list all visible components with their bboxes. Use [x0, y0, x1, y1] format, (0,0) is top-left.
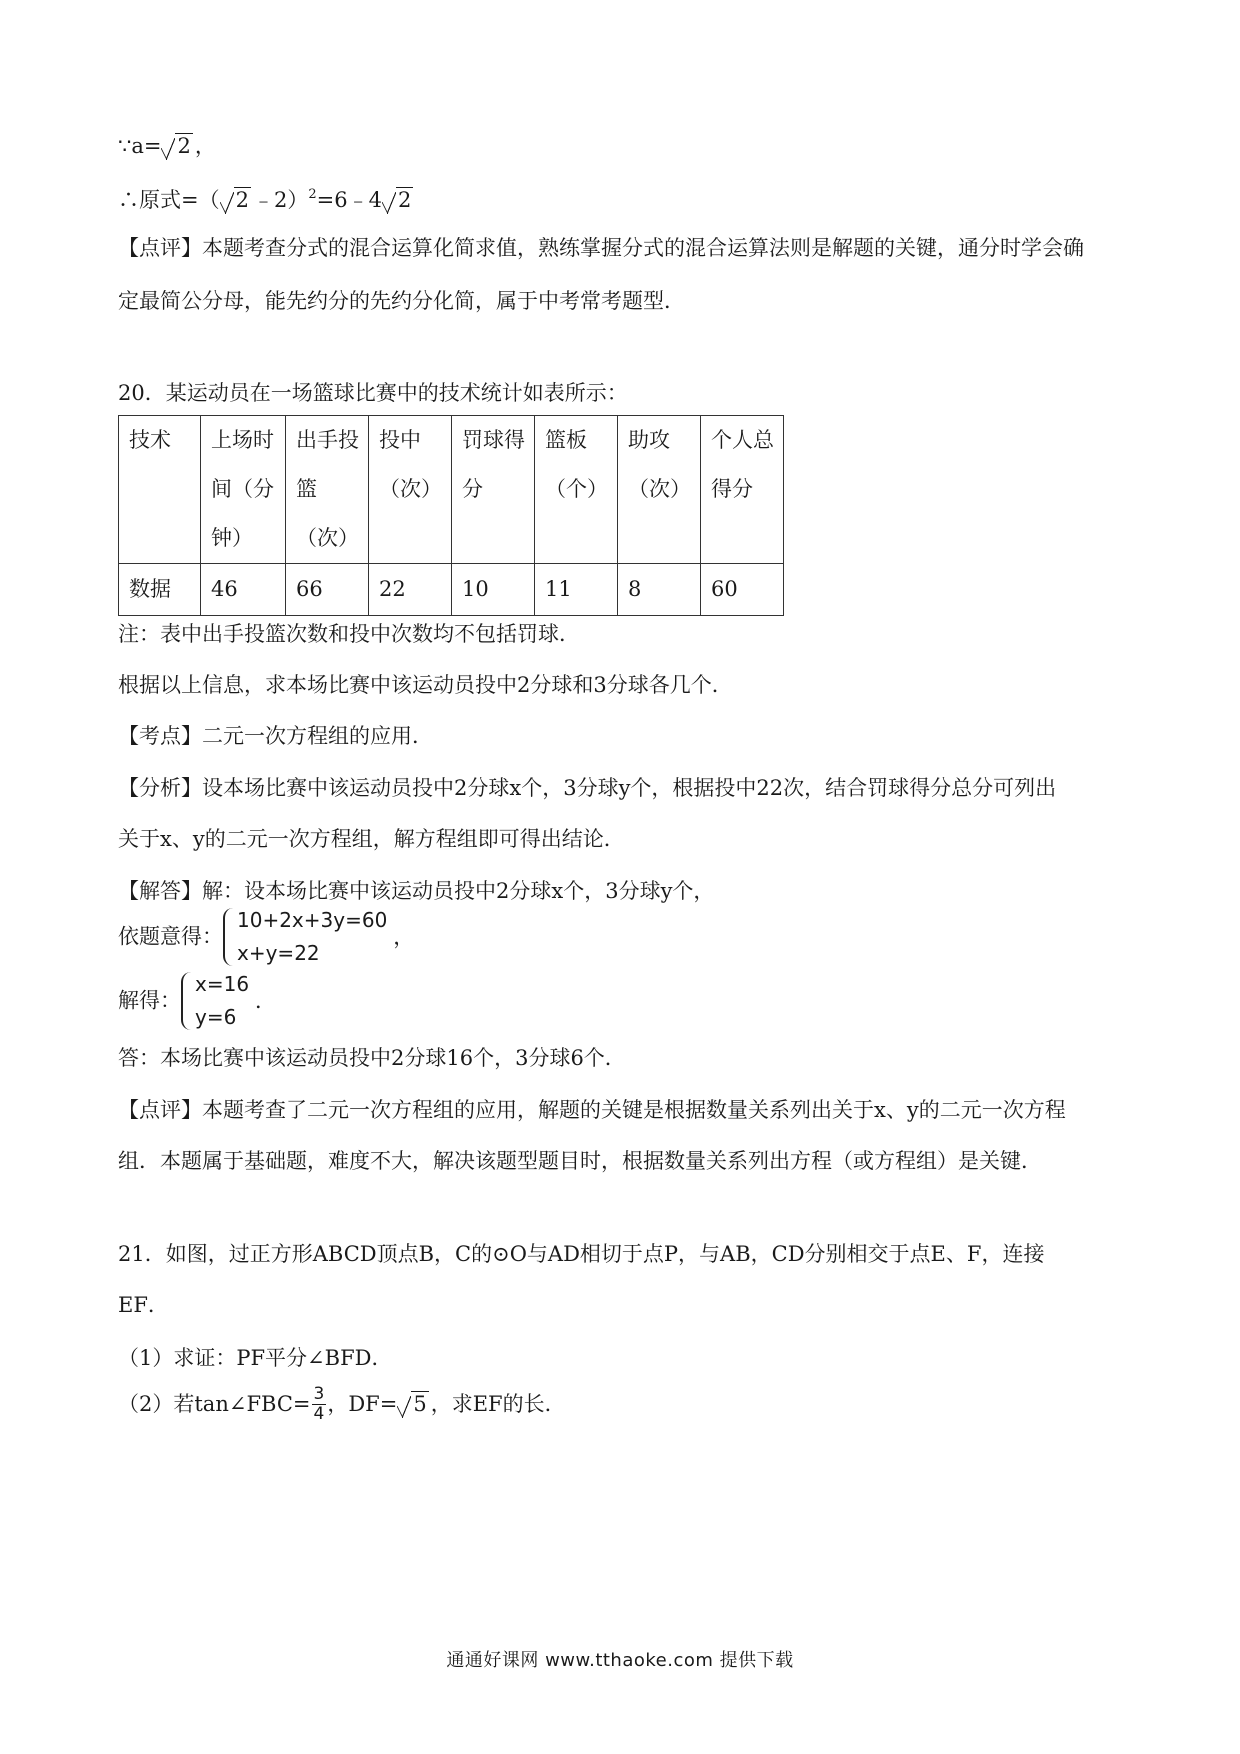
data-cell: 11 [535, 564, 618, 616]
table-note: 注：表中出手投篮次数和投中次数均不包括罚球． [118, 622, 580, 646]
equation-system: 10+2x+3y=60 x+y=22 [223, 904, 387, 970]
header-cell: 技术 [119, 416, 201, 564]
data-cell: 66 [286, 564, 369, 616]
header-cell: 罚球得 分 [452, 416, 535, 564]
data-cell: 8 [618, 564, 701, 616]
q20-analysis-line-2: 关于x、y的二元一次方程组，解方程组即可得出结论． [118, 827, 625, 851]
q20-review-line-1: 【点评】本题考查了二元一次方程组的应用，解题的关键是根据数量关系列出关于x、y的二元一次方程 [118, 1098, 1066, 1122]
stats-table [118, 415, 784, 616]
page-footer: 通通好课网 www.tthaoke.com 提供下载 [446, 1650, 794, 1671]
sqrt-symbol: 2 [220, 190, 251, 211]
sqrt-symbol: 2 [161, 136, 192, 157]
q21-line-2: EF． [118, 1293, 169, 1317]
solution-system: x=16 y=6 [181, 968, 249, 1034]
header-cell: 投中 （次） [369, 416, 452, 564]
data-cell: 22 [369, 564, 452, 616]
row-label-cell: 数据 [119, 564, 201, 616]
review-19-line-2: 定最简公分母，能先约分的先约分化简，属于中考常考题型． [118, 289, 685, 313]
q20-review-line-2: 组．本题属于基础题，难度不大，解决该题型题目时，根据数量关系列出方程（或方程组）是关键． [118, 1149, 1042, 1173]
table-data-row [119, 564, 784, 616]
q21-line-1: 21．如图，过正方形ABCD顶点B，C的⊙O与AD相切于点P，与AB，CD分别相交于点E、F，连接 [118, 1242, 1045, 1266]
data-cell: 10 [452, 564, 535, 616]
result-line: ∴原式=（ 2 ﹣2）$^2$=6﹣4 2 [118, 187, 412, 212]
given-a-line: ∵a= 2 ， [118, 134, 216, 158]
header-cell: 篮板 （个） [535, 416, 618, 564]
q20-solution-intro: 【解答】解：设本场比赛中该运动员投中2分球x个，3分球y个， [118, 879, 715, 903]
q20-answer: 答：本场比赛中该运动员投中2分球16个，3分球6个． [118, 1046, 626, 1070]
data-cell: 46 [201, 564, 286, 616]
solution-system-line: 解得： x=16 y=6 ． [118, 968, 276, 1034]
sqrt-symbol: 2 [382, 190, 413, 211]
q20-analysis-line-1: 【分析】设本场比赛中该运动员投中2分球x个，3分球y个，根据投中22次，结合罚球得分总分可列出 [118, 776, 1057, 800]
table-header-row [119, 416, 784, 564]
review-19-line-1: 【点评】本题考查分式的混合运算化简求值，熟练掌握分式的混合运算法则是解题的关键，通分时学会确 [118, 236, 1084, 260]
header-cell: 助攻 （次） [618, 416, 701, 564]
header-cell: 上场时 间（分 钟） [201, 416, 286, 564]
equation-system-line: 依题意得： 10+2x+3y=60 x+y=22 ， [118, 904, 414, 970]
sqrt-symbol: 5 [397, 1394, 428, 1415]
q20-question: 根据以上信息，求本场比赛中该运动员投中2分球和3分球各几个． [118, 673, 733, 697]
data-cell: 60 [701, 564, 784, 616]
fraction: $\frac{3}{4}$ [313, 1384, 325, 1424]
q21-part-2: （2）若tan∠FBC= $\frac{3}{4}$ ，DF= 5 ，求EF的长． [118, 1384, 566, 1424]
header-cell: 出手投 篮（次） [286, 416, 369, 564]
q21-part-1: （1）求证：PF平分∠BFD． [118, 1346, 393, 1370]
header-cell: 个人总 得分 [701, 416, 784, 564]
q20-kaodian: 【考点】二元一次方程组的应用． [118, 724, 433, 748]
q20-title: 20．某运动员在一场篮球比赛中的技术统计如表所示： [118, 381, 628, 405]
